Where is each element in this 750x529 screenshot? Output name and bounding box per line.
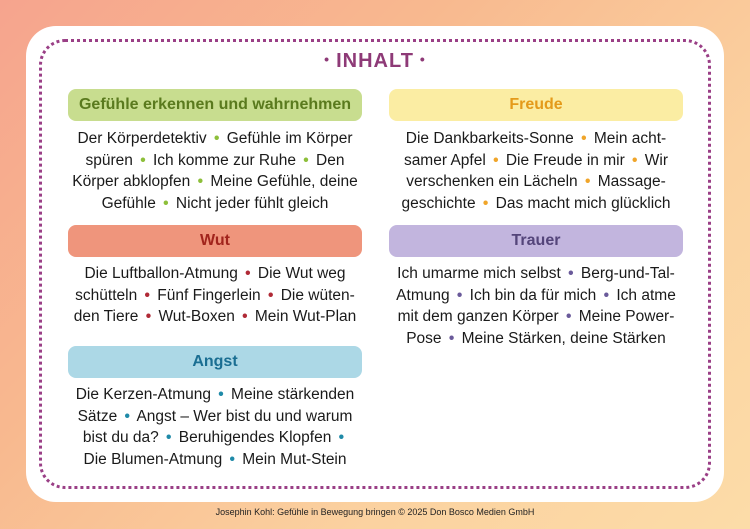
section-line xyxy=(68,306,362,328)
bullet-separator: • xyxy=(493,151,499,169)
bullet-separator: • xyxy=(267,286,274,304)
bullet-separator: • xyxy=(218,386,224,403)
section-line xyxy=(68,150,362,172)
activity-item: Gefühle im Körper xyxy=(226,130,353,147)
activity-item: Sätze xyxy=(77,407,118,425)
activity-item: Die Kerzen-Atmung xyxy=(75,386,211,403)
section-line xyxy=(389,150,683,172)
section-line xyxy=(68,171,362,193)
section-text-wut xyxy=(68,263,362,328)
activity-item: Der Körperdetektiv xyxy=(77,130,207,147)
bullet-separator: • xyxy=(482,194,489,212)
section-text-freude xyxy=(389,128,683,214)
activity-item: verschenken ein Lächeln xyxy=(406,173,578,190)
section-text-gefuehle xyxy=(68,128,362,214)
activity-item: Wut-Boxen xyxy=(158,308,235,325)
bullet-separator: • xyxy=(584,173,591,190)
activity-item: Die Freude in mir xyxy=(505,151,625,169)
activity-item: Die wüten- xyxy=(280,286,355,304)
activity-item: Die Blumen-Atmung xyxy=(83,450,223,468)
section-line xyxy=(389,328,683,350)
bullet-separator: • xyxy=(144,286,150,304)
section-line xyxy=(68,128,362,150)
activity-item: mit dem ganzen Körper xyxy=(397,308,559,325)
section-line xyxy=(389,263,683,285)
activity-item: geschichte xyxy=(401,194,476,212)
activity-item: Körper abklopfen xyxy=(72,173,191,190)
activity-item: Ich atme xyxy=(616,286,676,304)
activity-item: Gefühle xyxy=(101,194,156,212)
activity-item: Den xyxy=(316,151,345,169)
activity-item: Meine Power- xyxy=(578,308,675,325)
activity-item: Mein Mut-Stein xyxy=(242,450,347,468)
bullet-separator: • xyxy=(632,151,638,169)
section-header-wut: Wut xyxy=(68,225,362,257)
activity-item: Pose xyxy=(406,329,442,347)
activity-item: Nicht jeder fühlt gleich xyxy=(175,194,329,212)
section-line xyxy=(68,285,362,307)
section-line xyxy=(389,285,683,307)
activity-item: Ich komme zur Ruhe xyxy=(152,151,296,169)
title-bullet-right: • xyxy=(419,51,426,67)
bullet-separator: • xyxy=(197,173,204,190)
section-line xyxy=(389,171,683,193)
activity-item: den Tiere xyxy=(73,308,139,325)
section-line xyxy=(68,193,362,215)
activity-item: bist du da? xyxy=(82,429,159,446)
activity-item: Das macht mich glücklich xyxy=(495,194,671,212)
bullet-separator: • xyxy=(603,286,610,304)
section-header-freude: Freude xyxy=(389,89,683,121)
bullet-separator: • xyxy=(140,151,146,169)
page-title xyxy=(26,50,724,73)
activity-item: Atmung xyxy=(396,286,450,304)
bullet-separator: • xyxy=(214,130,220,147)
bullet-separator: • xyxy=(566,308,572,325)
section-line xyxy=(389,193,683,215)
activity-item: Die Dankbarkeits-Sonne xyxy=(405,130,574,147)
activity-item: Beruhigendes Klopfen xyxy=(178,429,332,446)
activity-item: Meine Stärken, deine Stärken xyxy=(461,329,666,347)
section-line xyxy=(68,384,362,406)
bullet-separator: • xyxy=(245,265,251,282)
activity-item: Meine stärkenden xyxy=(231,386,355,403)
activity-item: Die Luftballon-Atmung xyxy=(84,265,238,282)
bullet-separator: • xyxy=(166,429,172,446)
bullet-separator: • xyxy=(568,265,574,282)
activity-item: Massage- xyxy=(597,173,666,190)
section-text-trauer xyxy=(389,263,683,349)
section-header-trauer: Trauer xyxy=(389,225,683,257)
copyright-footer: Josephin Kohl: Gefühle in Bewegung bringen © 2025 Don Bosco Medien GmbH xyxy=(215,507,535,517)
bullet-separator: • xyxy=(163,194,169,212)
bullet-separator: • xyxy=(229,450,235,468)
section-line xyxy=(68,449,362,471)
activity-item: schütteln xyxy=(75,286,138,304)
bullet-separator: • xyxy=(303,151,309,169)
activity-item: Fünf Fingerlein xyxy=(157,286,261,304)
bullet-separator: • xyxy=(124,407,130,425)
title-text: INHALT xyxy=(336,50,414,72)
activity-item: samer Apfel xyxy=(403,151,486,169)
section-header-gefuehle: Gefühle erkennen und wahrnehmen xyxy=(68,89,362,121)
bullet-separator: • xyxy=(145,308,152,325)
section-line xyxy=(68,427,362,449)
activity-item: Ich bin da für mich xyxy=(469,286,597,304)
bullet-separator: • xyxy=(338,429,345,446)
bullet-separator: • xyxy=(242,308,248,325)
content-card xyxy=(26,26,724,502)
section-line xyxy=(389,306,683,328)
bullet-separator: • xyxy=(581,130,587,147)
section-header-angst: Angst xyxy=(68,346,362,378)
activity-item: Berg-und-Tal- xyxy=(580,265,675,282)
section-line xyxy=(389,128,683,150)
activity-item: Ich umarme mich selbst xyxy=(397,265,561,282)
activity-item: Meine Gefühle, deine xyxy=(210,173,358,190)
section-line xyxy=(68,406,362,428)
activity-item: spüren xyxy=(85,151,133,169)
bullet-separator: • xyxy=(448,329,455,347)
activity-item: Angst – Wer bist du und warum xyxy=(136,407,353,425)
bullet-separator: • xyxy=(456,286,463,304)
activity-item: Wir xyxy=(644,151,669,169)
activity-item: Mein acht- xyxy=(593,130,667,147)
section-line xyxy=(68,263,362,285)
title-bullet-left: • xyxy=(324,51,331,67)
section-text-angst xyxy=(68,384,362,470)
activity-item: Die Wut weg xyxy=(257,265,346,282)
activity-item: Mein Wut-Plan xyxy=(254,308,357,325)
